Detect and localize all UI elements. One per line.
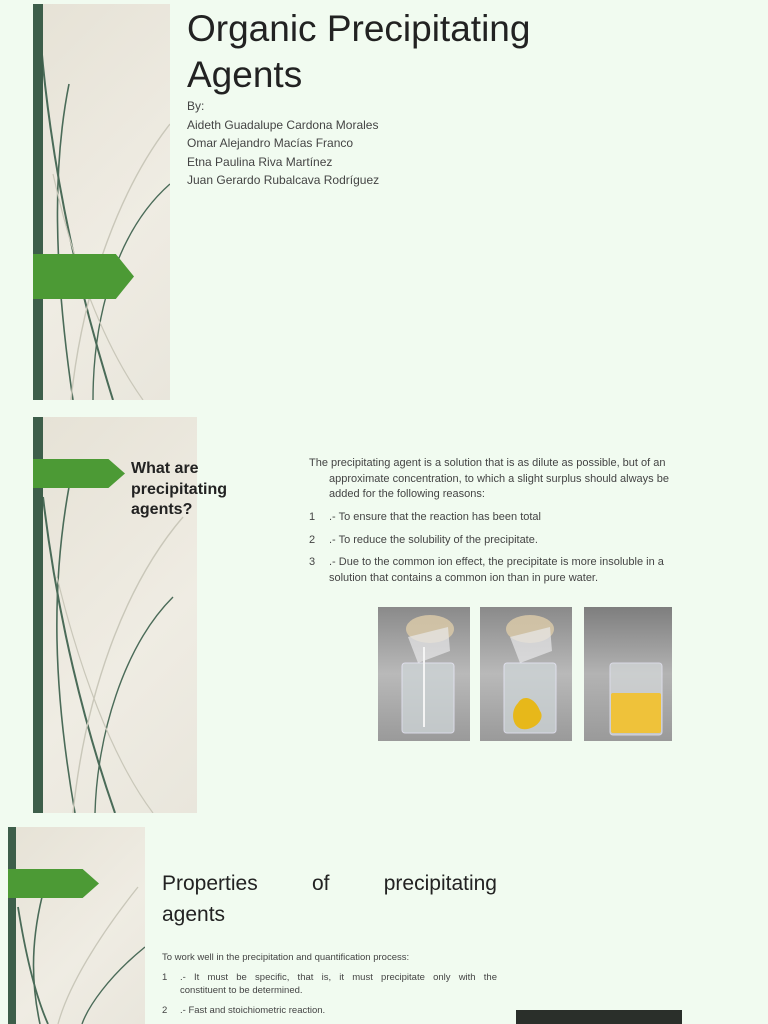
- slide1-title-line1: Organic Precipitating: [187, 8, 531, 49]
- intro-line: added for the following reasons:: [329, 488, 485, 500]
- slide3-arrow-icon: [8, 869, 99, 898]
- slide3-decor-panel: [8, 827, 145, 1024]
- beaker-yellow-icon: [584, 607, 672, 741]
- slide2-heading-line2: precipitating: [131, 480, 228, 498]
- beaker-clear-icon: [378, 607, 470, 741]
- slide2-heading-line1: What are: [131, 460, 199, 477]
- slide3-intro: To work well in the precipitation and quantification process:: [162, 952, 410, 963]
- slide2-heading-line3: agents?: [131, 501, 193, 518]
- slide1-vertical-bar: [33, 4, 43, 400]
- list-item-number: 3: [309, 556, 316, 568]
- slide3-heading-line1: Properties of precipitating: [162, 872, 497, 895]
- slide2-arrow-icon: [33, 459, 125, 488]
- beaker-photo-3: [584, 607, 672, 741]
- author-name: Aideth Guadalupe Cardona Morales: [187, 117, 379, 132]
- list-item-text: .- To reduce the solubility of the precipitate.: [329, 533, 538, 546]
- list-item: [309, 533, 691, 549]
- slide1-title-line2: Agents: [187, 54, 303, 95]
- beaker-precipitate-icon: [480, 607, 572, 741]
- list-item-number: 2: [162, 1005, 168, 1016]
- slide3-vertical-bar: [8, 827, 16, 1024]
- author-name: Juan Gerardo Rubalcava Rodríguez: [187, 173, 380, 187]
- list-item-text: .- Due to the common ion effect, the precipitate is more insoluble in a: [329, 556, 664, 568]
- property-list: [162, 972, 497, 1018]
- list-item-text: .- To ensure that the reaction has been total: [329, 511, 541, 523]
- slide1-arrow-icon: [33, 254, 134, 299]
- slide1-title: [187, 6, 747, 98]
- author-name: Omar Alejandro Macías Franco: [187, 136, 354, 150]
- list-item: [162, 972, 497, 997]
- list-item-text-cont: solution that contains a common ion than in pure water.: [329, 571, 599, 584]
- list-item-number: 1: [162, 972, 168, 983]
- list-item: [162, 1005, 497, 1018]
- slide2-heading: [131, 459, 271, 521]
- author-name: Etna Paulina Riva Martínez: [187, 154, 333, 169]
- slide3-photo: [516, 1010, 682, 1024]
- reason-list: [309, 510, 691, 586]
- slide2-intro: [309, 456, 691, 503]
- list-item-text: .- It must be specific, that is, it must precipitate only with the: [180, 972, 497, 983]
- list-item: [309, 510, 691, 526]
- beaker-photo-1: [378, 607, 470, 741]
- slide3-heading: [162, 868, 497, 930]
- intro-line: approximate concentration, to which a slight surplus should always be: [329, 472, 669, 485]
- intro-line: The precipitating agent is a solution that is as dilute as possible, but of an: [309, 457, 666, 469]
- list-item-number: 1: [309, 511, 316, 523]
- decorative-curves-icon: [33, 4, 170, 400]
- by-label: By:: [187, 99, 205, 113]
- beaker-photo-2: [480, 607, 572, 741]
- decorative-curves-icon: [8, 827, 145, 1024]
- list-item-text-cont: constituent to be determined.: [180, 984, 303, 996]
- slide1-byline: [187, 97, 587, 190]
- list-item-text: .- Fast and stoichiometric reaction.: [180, 1005, 326, 1016]
- slide1-decor-panel: [33, 4, 170, 400]
- list-item: [309, 555, 691, 586]
- slide3-heading-line2: agents: [162, 903, 226, 926]
- list-item-number: 2: [309, 533, 316, 546]
